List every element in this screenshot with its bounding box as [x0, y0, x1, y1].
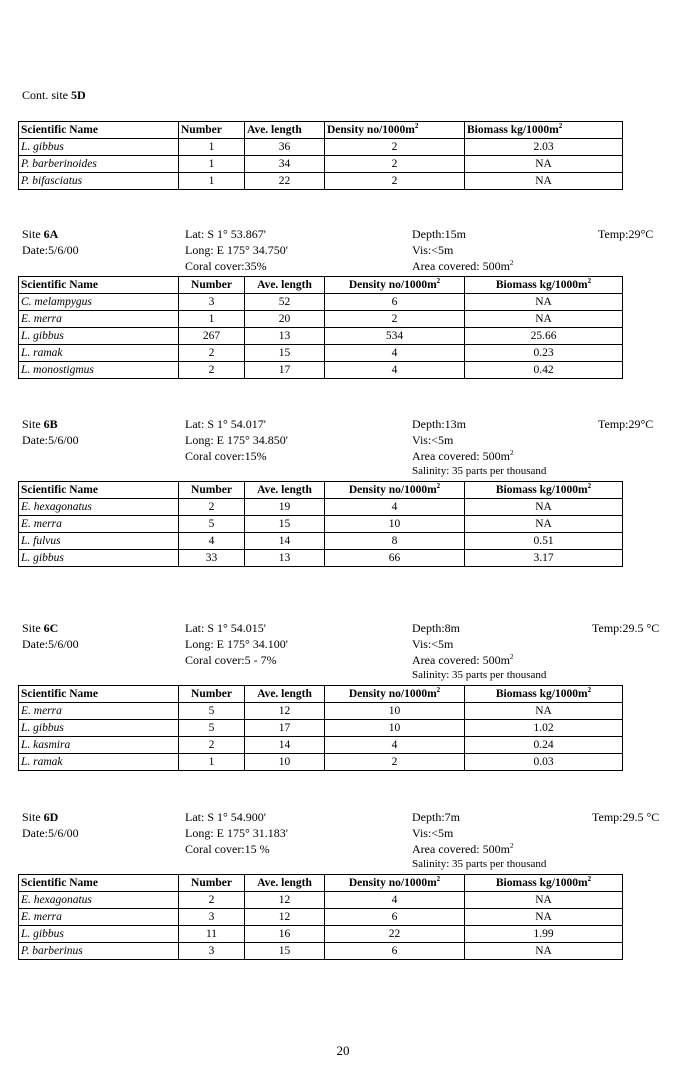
table-header-row [19, 277, 623, 294]
site-temp: Temp:29°C [598, 227, 654, 241]
site-visibility: Vis:<5m [412, 637, 454, 651]
col-header: Density $no/1000m^2$ [325, 686, 465, 703]
col-header: Number [179, 686, 245, 703]
site-depth: Depth:8m [412, 621, 460, 635]
table-header-row [19, 875, 623, 892]
continuation-heading: Cont. site 5D [22, 88, 86, 102]
col-header: Scientific Name [19, 875, 179, 892]
site-visibility: Vis:<5m [412, 243, 454, 257]
table-row: P. barberinoides 1 34 2 NA [19, 156, 623, 173]
table-row: P. bifasciatus 1 22 2 NA [19, 173, 623, 190]
site-label: Site 6A [22, 227, 59, 241]
col-header: Number [179, 482, 245, 499]
table-row: L. kasmira 2 14 4 0.24 [19, 737, 623, 754]
col-header: Scientific Name [19, 482, 179, 499]
site-temp: Temp:29.5 °C [592, 810, 660, 824]
site-table [18, 276, 623, 379]
site-long: Long: E 175° 34.750' [185, 243, 288, 257]
site-long: Long: E 175° 31.183' [185, 826, 288, 840]
col-header: Biomass $kg/1000m^2$ [465, 875, 623, 892]
table-row: L. monostigmus 2 17 4 0.42 [19, 362, 623, 379]
table-header-row [19, 122, 623, 139]
table-row: E. hexagonatus 2 19 4 NA [19, 499, 623, 516]
site-coral-cover: Coral cover:15 % [185, 842, 270, 856]
col-header: Biomass $kg/1000m^2$ [465, 277, 623, 294]
site-long: Long: E 175° 34.100' [185, 637, 288, 651]
site-long: Long: E 175° 34.850' [185, 433, 288, 447]
site-coral-cover: Coral cover:35% [185, 259, 267, 273]
table-header-row [19, 482, 623, 499]
col-header: Ave. length [245, 686, 325, 703]
site-lat: Lat: S 1° 53.867' [185, 227, 266, 241]
col-header: Number [179, 277, 245, 294]
site-temp: Temp:29.5 °C [592, 621, 660, 635]
table-row: E. merra 3 12 6 NA [19, 909, 623, 926]
table-row: L. gibbus 267 13 534 25.66 [19, 328, 623, 345]
site-date: Date:5/6/00 [22, 826, 79, 840]
table-row: L. gibbus 1 36 2 2.03 [19, 139, 623, 156]
table-row: L. gibbus 5 17 10 1.02 [19, 720, 623, 737]
site-salinity: Salinity: 35 parts per thousand [412, 465, 547, 477]
continuation-table [18, 121, 623, 190]
table-row: E. merra 5 12 10 NA [19, 703, 623, 720]
site-lat: Lat: S 1° 54.900' [185, 810, 266, 824]
site-visibility: Vis:<5m [412, 826, 454, 840]
col-header: Density $no/1000m^2$ [325, 122, 465, 139]
col-header: Ave. length [245, 482, 325, 499]
col-header: Number [179, 875, 245, 892]
site-lat: Lat: S 1° 54.017' [185, 417, 266, 431]
col-header: Ave. length [245, 122, 325, 139]
site-date: Date:5/6/00 [22, 243, 79, 257]
site-depth: Depth:7m [412, 810, 460, 824]
site-area: Area covered: $500m^2$ [412, 653, 514, 667]
col-header: Scientific Name [19, 277, 179, 294]
table-row: L. ramak 1 10 2 0.03 [19, 754, 623, 771]
site-label: Site 6D [22, 810, 59, 824]
col-header: Scientific Name [19, 122, 179, 139]
col-header: Density $no/1000m^2$ [325, 875, 465, 892]
table-row: E. merra 1 20 2 NA [19, 311, 623, 328]
table-row: L. gibbus 33 13 66 3.17 [19, 550, 623, 567]
site-area: Area covered: $500m^2$ [412, 259, 514, 273]
site-coral-cover: Coral cover:15% [185, 449, 267, 463]
site-visibility: Vis:<5m [412, 433, 454, 447]
col-header: Scientific Name [19, 686, 179, 703]
site-coral-cover: Coral cover:5 - 7% [185, 653, 277, 667]
page-number: 20 [336, 1043, 350, 1058]
col-header: Biomass $kg/1000m^2$ [465, 122, 623, 139]
site-salinity: Salinity: 35 parts per thousand [412, 858, 547, 870]
table-row: E. merra 5 15 10 NA [19, 516, 623, 533]
col-header: Ave. length [245, 277, 325, 294]
site-area: Area covered: $500m^2$ [412, 449, 514, 463]
table-row: E. hexagonatus 2 12 4 NA [19, 892, 623, 909]
table-row: L. gibbus 11 16 22 1.99 [19, 926, 623, 943]
site-area: Area covered: $500m^2$ [412, 842, 514, 856]
table-row: L. fulvus 4 14 8 0.51 [19, 533, 623, 550]
col-header: Density $no/1000m^2$ [325, 482, 465, 499]
site-salinity: Salinity: 35 parts per thousand [412, 669, 547, 681]
site-label: Site 6B [22, 417, 58, 431]
site-label: Site 6C [22, 621, 59, 635]
site-temp: Temp:29°C [598, 417, 654, 431]
site-depth: Depth:13m [412, 417, 466, 431]
site-date: Date:5/6/00 [22, 433, 79, 447]
site-lat: Lat: S 1° 54.015' [185, 621, 266, 635]
table-row: L. ramak 2 15 4 0.23 [19, 345, 623, 362]
col-header: Biomass $kg/1000m^2$ [465, 482, 623, 499]
table-row: P. barberinus 3 15 6 NA [19, 943, 623, 960]
site-depth: Depth:15m [412, 227, 466, 241]
site-date: Date:5/6/00 [22, 637, 79, 651]
col-header: Biomass $kg/1000m^2$ [465, 686, 623, 703]
site-table [18, 481, 623, 567]
table-header-row [19, 686, 623, 703]
col-header: Density $no/1000m^2$ [325, 277, 465, 294]
site-table [18, 685, 623, 771]
table-row: C. melampygus 3 52 6 NA [19, 294, 623, 311]
site-table [18, 874, 623, 960]
col-header: Ave. length [245, 875, 325, 892]
col-header: Number [179, 122, 245, 139]
